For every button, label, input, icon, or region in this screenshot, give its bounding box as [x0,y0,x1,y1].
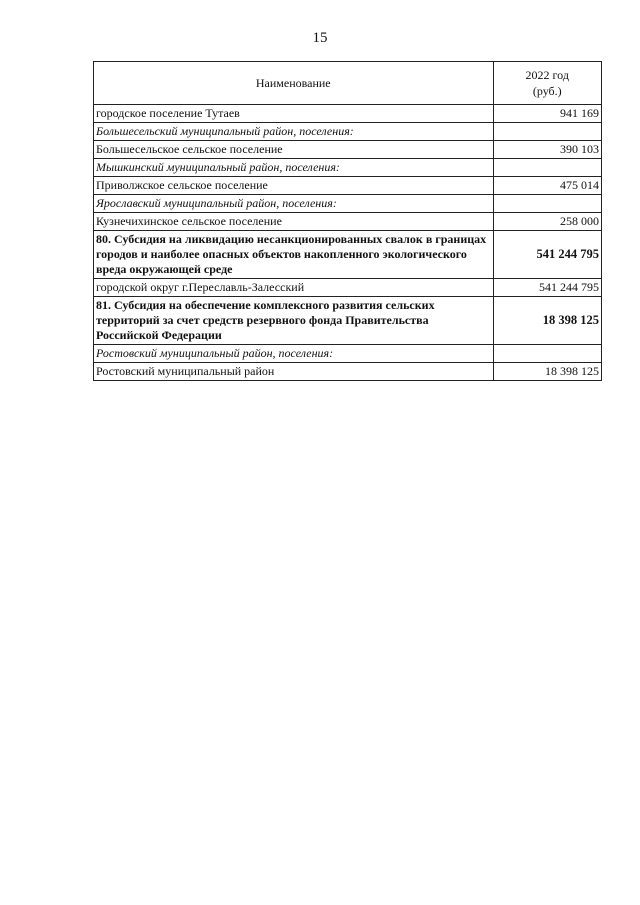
table-row [94,213,602,231]
header-value-unit: (руб.) [532,84,562,98]
row-name: Большесельский муниципальный район, поселения: [94,123,494,141]
table-row [94,345,602,363]
row-name: Ростовский муниципальный район, поселения: [94,345,494,363]
row-name: городское поселение Тутаев [94,105,494,123]
header-name: Наименование [94,62,494,105]
page-number: 15 [312,30,328,46]
row-name: Мышкинский муниципальный район, поселения: [94,159,494,177]
table-row [94,105,602,123]
row-name: Ярославский муниципальный район, поселения: [94,195,494,213]
table-row [94,123,602,141]
row-value [493,159,602,177]
table-row [94,231,602,279]
budget-table [93,61,602,381]
row-name: 81. Субсидия на обеспечение комплексного развития сельских территорий за счет средств резервного фонда Правительства Российской Федерации [94,297,494,345]
table-row [94,141,602,159]
row-value: 18 398 125 [493,363,602,381]
row-value: 258 000 [493,213,602,231]
row-value: 390 103 [493,141,602,159]
table-row [94,177,602,195]
table-header-row [94,62,602,105]
row-value: 541 244 795 [493,231,602,279]
row-value: 18 398 125 [493,297,602,345]
row-value [493,123,602,141]
row-value [493,195,602,213]
table-row [94,279,602,297]
row-value: 941 169 [493,105,602,123]
row-value: 475 014 [493,177,602,195]
row-name: Кузнечихинское сельское поселение [94,213,494,231]
table-row [94,195,602,213]
row-value [493,345,602,363]
table-row [94,363,602,381]
table-row [94,297,602,345]
row-name: Приволжское сельское поселение [94,177,494,195]
row-value: 541 244 795 [493,279,602,297]
table-row [94,159,602,177]
row-name: 80. Субсидия на ликвидацию несанкционированных свалок в границах городов и наиболее опасных объектов накопленного экологического вреда окружающей среде [94,231,494,279]
row-name: Ростовский муниципальный район [94,363,494,381]
row-name: Большесельское сельское поселение [94,141,494,159]
header-value [493,62,602,105]
header-value-year: 2022 год [525,68,569,82]
row-name: городской округ г.Переславль-Залесский [94,279,494,297]
